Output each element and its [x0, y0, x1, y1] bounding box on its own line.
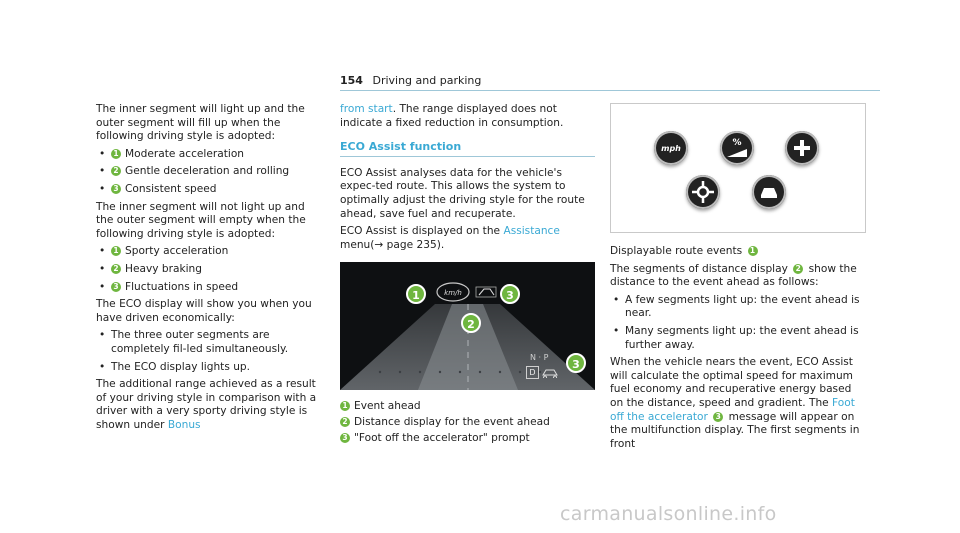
callout-number: 2 — [111, 264, 121, 274]
paragraph-text: The additional range achieved as a result of your driving style in comparison with a driver with a very sporty driving style is shown under — [96, 378, 317, 431]
figure-caption — [340, 400, 595, 414]
callout-number: 3 — [340, 433, 350, 443]
list-item: • 2 Gentle deceleration and rolling — [99, 165, 290, 178]
paragraph-text: The segments of distance display — [610, 262, 792, 275]
paragraph — [610, 263, 864, 290]
list-item: • The three outer segments are completely fil-led simultaneously. — [99, 329, 289, 355]
paragraph — [610, 356, 864, 451]
foot-off-link[interactable]: Foot off the accelerator — [610, 396, 855, 423]
paragraph: The inner segment will light up and the outer segment will fill up when the following driving style is adopted: — [96, 103, 305, 143]
column-3 — [610, 103, 864, 455]
list-text: The ECO display lights up. — [111, 360, 251, 373]
list-text: Consistent speed — [125, 182, 217, 195]
paragraph — [96, 378, 324, 432]
figure-caption — [340, 432, 595, 446]
speed-limit-icon: km/h — [444, 289, 462, 298]
paragraph-text: message will appear on the multifunction display. The first segments in front — [610, 410, 860, 450]
figure-caption — [340, 416, 595, 430]
callout-number: 2 — [111, 166, 121, 176]
list-text: A few segments light up: the event ahead is near. — [625, 293, 860, 320]
column-1 — [96, 103, 324, 436]
callout-3b: 3 — [566, 353, 586, 373]
caption-text: Distance display for the event ahead — [354, 415, 550, 428]
callout-number: 1 — [340, 401, 350, 411]
column-2 — [340, 103, 595, 447]
callout-1: 1 — [406, 284, 426, 304]
list-item: • 1 Sporty acceleration — [99, 245, 229, 258]
list-item: • 3 Consistent speed — [99, 182, 217, 195]
paragraph-text: menu(→ page 235). — [340, 238, 445, 251]
callout-number: 2 — [340, 417, 350, 427]
paragraph-text: When the vehicle nears the event, ECO Assist will calculate the optimal speed for maximum fuel economy and recuperative energy based on the distance, speed and gradient. The — [610, 356, 853, 409]
list-text: Fluctuations in speed — [125, 280, 239, 293]
vehicle-ahead-icon — [752, 175, 786, 209]
list-text: Gentle deceleration and rolling — [125, 165, 290, 178]
caption-text: "Foot off the accelerator" prompt — [354, 431, 530, 444]
car-icon — [541, 366, 559, 378]
list-item: • The ECO display lights up. — [99, 360, 251, 373]
callout-2: 2 — [461, 313, 481, 333]
gear-active-indicator: D — [526, 366, 539, 379]
eco-assist-display-figure — [340, 262, 595, 390]
callout-number: 3 — [111, 282, 121, 292]
paragraph — [340, 103, 595, 130]
callout-3: 3 — [500, 284, 520, 304]
list-text: Moderate acceleration — [125, 147, 245, 160]
list-item: • 3 Fluctuations in speed — [99, 280, 239, 293]
list-item: • 2 Heavy braking — [99, 262, 202, 275]
paragraph-text: . The range displayed does not indicate a fixed reduction in consumption. — [340, 103, 564, 129]
heading-rule — [340, 156, 595, 157]
paragraph-text: show the distance to the event ahead as follows: — [610, 262, 857, 289]
crossroads-plus-icon — [785, 131, 819, 165]
route-events-figure — [610, 103, 866, 233]
paragraph-text: ECO Assist is displayed on the — [340, 225, 504, 238]
figure-caption — [610, 245, 864, 259]
from-start-link[interactable]: from start — [340, 103, 393, 115]
list-item: • 1 Moderate acceleration — [99, 147, 245, 160]
list-text: Many segments light up: the event ahead is further away. — [625, 324, 859, 351]
section-heading: ECO Assist function — [340, 140, 462, 154]
roundabout-icon — [686, 175, 720, 209]
callout-number: 2 — [793, 264, 803, 274]
watermark: carmanualsonline.info — [560, 503, 777, 525]
caption-text: Event ahead — [354, 400, 421, 413]
callout-number: 3 — [713, 412, 723, 422]
page-number: 154 — [340, 74, 363, 87]
gear-label: N · P — [530, 353, 549, 363]
mph-label: mph — [661, 144, 681, 153]
assistance-link[interactable]: Assistance — [503, 225, 560, 238]
callout-number: 1 — [111, 246, 121, 256]
paragraph: The inner segment will not light up and the outer segment will empty when the following driving style is adopted: — [96, 200, 306, 240]
paragraph: ECO Assist analyses data for the vehicle's expec-ted route. This allows the system to optimally adjust the driving style for the route ahead, save fuel and recuperate. — [340, 166, 585, 220]
list-text: The three outer segments are completely fil-led simultaneously. — [111, 329, 289, 355]
percent-label: % — [732, 138, 742, 148]
bonus-link[interactable]: Bonus — [167, 418, 201, 431]
callout-number: 1 — [748, 246, 758, 256]
mph-icon — [654, 131, 688, 165]
list-item: • Many segments light up: the event ahead is further away. — [613, 324, 859, 351]
header-rule — [340, 90, 880, 91]
section-title: Driving and parking — [372, 74, 482, 87]
caption-text: Displayable route events — [610, 245, 746, 257]
list-text: Heavy braking — [125, 262, 202, 275]
callout-number: 1 — [111, 149, 121, 159]
page-header — [340, 74, 481, 87]
paragraph — [340, 225, 595, 252]
list-item: • A few segments light up: the event ahead is near. — [613, 293, 860, 320]
list-text: Sporty acceleration — [125, 245, 229, 258]
callout-number: 3 — [111, 184, 121, 194]
paragraph: The ECO display will show you when you have driven economically: — [96, 298, 312, 324]
percent-gradient-icon — [720, 131, 754, 165]
